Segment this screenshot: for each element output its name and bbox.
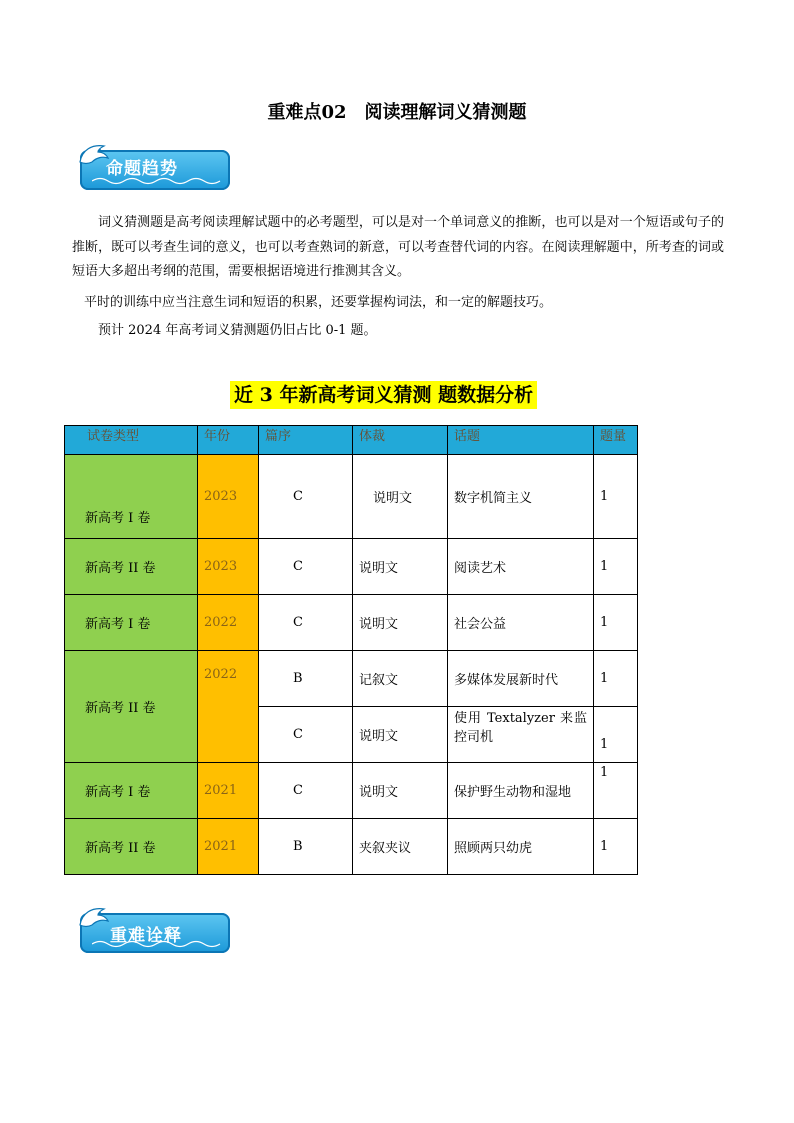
cell-passage: C <box>259 539 353 595</box>
cell-year: 2021 <box>198 763 259 819</box>
cell-year: 2022 <box>198 651 259 763</box>
cell-count: 1 <box>594 455 638 539</box>
cell-paper: 新高考 II 卷 <box>65 651 198 763</box>
table-row <box>65 651 638 707</box>
table-header-row <box>65 426 638 455</box>
cell-topic: 使用 Textalyzer 来监控司机 <box>448 707 594 763</box>
cell-genre: 说明文 <box>353 539 448 595</box>
table-row <box>65 819 638 875</box>
cell-count: 1 <box>594 651 638 707</box>
table-row <box>65 595 638 651</box>
badge-label: 重难诠释 <box>110 926 182 946</box>
cell-topic: 数字机简主义 <box>448 455 594 539</box>
cell-genre: 说明文 <box>353 763 448 819</box>
paragraph-intro: 词义猜测题是高考阅读理解试题中的必考题型，可以是对一个单词意义的推断，也可以是对一个短语或句子的推断，既可以考查生词的意义，也可以考查熟词的新意，可以考查替代词的内容。在阅读理解题中，所考查的词或短语大多超出考纲的范围，需要根据语境进行推测其含义。 <box>72 215 724 279</box>
section-badge-explanation <box>78 907 232 955</box>
cell-passage: C <box>259 455 353 539</box>
cell-genre: 说明文 <box>353 455 448 539</box>
cell-topic: 照顾两只幼虎 <box>448 819 594 875</box>
dolphin-icon <box>76 903 112 933</box>
header-genre: 体裁 <box>353 426 448 455</box>
badge-label: 命题趋势 <box>106 159 178 179</box>
cell-count: 1 <box>594 819 638 875</box>
header-year: 年份 <box>198 426 259 455</box>
cell-genre: 说明文 <box>353 595 448 651</box>
cell-passage: C <box>259 763 353 819</box>
header-topic: 话题 <box>448 426 594 455</box>
cell-paper: 新高考 II 卷 <box>65 819 198 875</box>
cell-topic: 社会公益 <box>448 595 594 651</box>
header-paper-type: 试卷类型 <box>65 426 198 455</box>
cell-paper: 新高考 I 卷 <box>65 763 198 819</box>
cell-passage: C <box>259 707 353 763</box>
cell-passage: C <box>259 595 353 651</box>
table-title: 近 3 年新高考词义猜测 题数据分析 <box>230 381 537 409</box>
cell-count: 1 <box>594 595 638 651</box>
section-badge-trend <box>78 144 232 192</box>
paragraph-training: 平时的训练中应当注意生词和短语的积累，还要掌握构词法，和一定的解题技巧。 <box>84 295 553 310</box>
cell-topic: 多媒体发展新时代 <box>448 651 594 707</box>
cell-count: 1 <box>594 539 638 595</box>
table-row <box>65 763 638 819</box>
cell-passage: B <box>259 651 353 707</box>
cell-paper: 新高考 I 卷 <box>65 595 198 651</box>
cell-year: 2023 <box>198 539 259 595</box>
paragraph-forecast: 预计 2024 年高考词义猜测题仍旧占比 0-1 题。 <box>98 323 377 338</box>
cell-genre: 记叙文 <box>353 651 448 707</box>
cell-genre: 夹叙夹议 <box>353 819 448 875</box>
cell-passage: B <box>259 819 353 875</box>
cell-count: 1 <box>594 707 638 763</box>
cell-year: 2022 <box>198 595 259 651</box>
wave-icon <box>92 939 222 949</box>
cell-paper: 新高考 I 卷 <box>65 455 198 539</box>
data-table <box>64 425 638 875</box>
table-row <box>65 539 638 595</box>
wave-icon <box>92 176 222 186</box>
cell-topic: 阅读艺术 <box>448 539 594 595</box>
table-row <box>65 455 638 539</box>
cell-year: 2023 <box>198 455 259 539</box>
header-count: 题量 <box>594 426 638 455</box>
cell-count: 1 <box>594 763 638 819</box>
cell-genre: 说明文 <box>353 707 448 763</box>
cell-topic: 保护野生动物和湿地 <box>448 763 594 819</box>
header-passage: 篇序 <box>259 426 353 455</box>
page-title: 重难点02 阅读理解词义猜测题 <box>267 102 527 123</box>
cell-paper: 新高考 II 卷 <box>65 539 198 595</box>
cell-year: 2021 <box>198 819 259 875</box>
